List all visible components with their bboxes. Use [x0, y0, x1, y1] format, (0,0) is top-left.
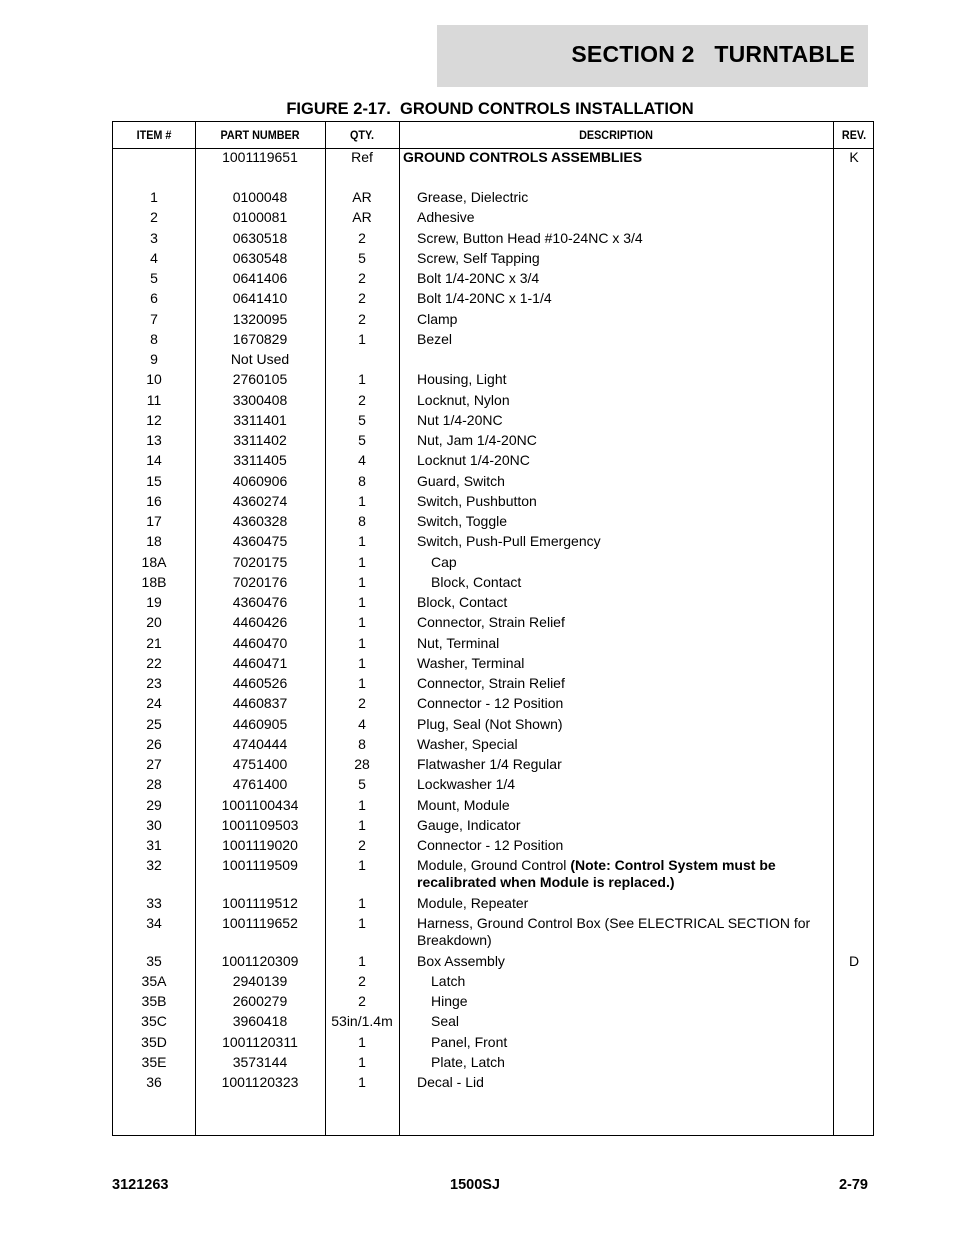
part-number-cell: 3311405 — [233, 452, 287, 469]
quantity-cell: 2 — [358, 290, 366, 307]
item-number-cell: 3 — [150, 229, 158, 246]
part-number-cell: 4740444 — [232, 735, 288, 752]
part-number-cell: 0641410 — [232, 290, 288, 307]
part-number-cell: 7020176 — [232, 573, 288, 590]
part-number-cell: 4360274 — [232, 492, 288, 509]
quantity-cell: 1 — [358, 371, 366, 388]
description-text: GROUND CONTROLS ASSEMBLIES — [403, 149, 643, 165]
quantity-cell: 8 — [358, 735, 366, 752]
description-text: Nut 1/4-20NC — [417, 411, 503, 428]
item-number-cell: 18A — [141, 553, 167, 570]
description-cell — [417, 493, 829, 510]
item-number-cell: 15 — [146, 472, 162, 489]
column-divider — [399, 122, 400, 1135]
part-number-cell: 4060906 — [232, 472, 288, 489]
item-number-cell: 28 — [146, 776, 162, 793]
column-header-item: ITEM # — [136, 128, 172, 142]
item-number-cell: 17 — [146, 513, 162, 529]
description-cell — [417, 290, 829, 307]
part-number-cell: 4360328 — [232, 513, 288, 529]
parts-table — [112, 121, 874, 1136]
part-number-cell: 1001109503 — [221, 816, 299, 833]
description-cell — [417, 895, 829, 912]
quantity-cell: 2 — [358, 837, 366, 853]
item-number-cell: 25 — [146, 715, 162, 732]
quantity-cell: 1 — [358, 614, 366, 631]
quantity-cell: 2 — [358, 270, 366, 286]
column-header-part-number: PART NUMBER — [220, 128, 300, 142]
part-number-cell: 1001120309 — [221, 952, 299, 969]
description-text: Bezel — [417, 330, 453, 347]
description-cell — [417, 452, 829, 469]
description-text: Flatwasher 1/4 Regular — [417, 756, 562, 772]
description-text: Nut, Jam 1/4-20NC — [417, 432, 537, 448]
description-cell — [417, 209, 829, 226]
quantity-cell: 1 — [358, 1074, 366, 1090]
quantity-cell: 5 — [358, 411, 366, 428]
description-text: Latch — [431, 972, 466, 989]
part-number-cell: 0100081 — [232, 209, 288, 226]
description-cell — [417, 797, 829, 814]
description-cell — [417, 250, 829, 267]
part-number-cell: 1001120323 — [221, 1074, 299, 1090]
description-cell — [417, 915, 829, 949]
description-text: Connector, Strain Relief — [417, 614, 565, 631]
description-cell — [431, 973, 829, 990]
part-number-cell: 1001120311 — [222, 1033, 298, 1050]
item-number-cell: 13 — [146, 432, 162, 448]
description-cell — [431, 993, 829, 1010]
description-text: Guard, Switch — [417, 472, 505, 489]
description-cell — [417, 695, 829, 712]
description-text: Nut, Terminal — [417, 634, 500, 651]
quantity-cell: 4 — [358, 715, 366, 732]
quantity-cell: 28 — [354, 756, 370, 772]
part-number-cell: 4360476 — [232, 594, 288, 610]
quantity-cell: AR — [352, 189, 372, 205]
quantity-cell: 53in/1.4m — [331, 1013, 393, 1030]
quantity-cell: 8 — [358, 472, 366, 489]
item-number-cell: 8 — [150, 330, 158, 347]
quantity-cell: 1 — [358, 857, 366, 874]
part-number-cell: 2600279 — [232, 993, 288, 1009]
item-number-cell: 34 — [146, 915, 162, 931]
description-text: Clamp — [417, 310, 458, 327]
part-number-cell: 4460426 — [232, 614, 288, 631]
item-number-cell: 2 — [150, 209, 158, 226]
quantity-cell: 1 — [358, 330, 366, 347]
quantity-cell: AR — [352, 209, 372, 226]
part-number-cell: 4360475 — [232, 533, 288, 550]
description-text: Bolt 1/4-20NC x 3/4 — [417, 270, 540, 286]
item-number-cell: 18B — [141, 573, 167, 590]
description-cell — [403, 149, 815, 166]
item-number-cell: 6 — [150, 290, 158, 307]
item-number-cell: 16 — [146, 492, 162, 509]
part-number-cell: 1001100434 — [221, 796, 299, 813]
description-text: Cap — [431, 553, 457, 570]
description-cell — [417, 412, 829, 429]
revision-cell: K — [849, 149, 859, 165]
description-cell — [417, 594, 829, 611]
item-number-cell: 18 — [146, 533, 162, 550]
description-text: Locknut 1/4-20NC — [417, 452, 530, 469]
description-cell — [417, 635, 829, 652]
part-number-cell: 3960418 — [232, 1013, 288, 1030]
part-number-cell: 4460471 — [232, 654, 288, 671]
part-number-cell: 4460526 — [232, 675, 288, 691]
description-text: Washer, Terminal — [417, 654, 525, 671]
item-number-cell: 35B — [141, 993, 167, 1009]
item-number-cell: 36 — [146, 1074, 162, 1090]
part-number-cell: 1670829 — [232, 330, 288, 347]
quantity-cell: 2 — [358, 695, 366, 712]
description-text: Decal - Lid — [417, 1074, 484, 1090]
item-number-cell: 1 — [150, 189, 158, 205]
item-number-cell: 23 — [146, 675, 162, 691]
quantity-cell: 1 — [358, 553, 366, 570]
quantity-cell: 1 — [358, 634, 366, 651]
description-cell — [417, 533, 829, 550]
description-text: Locknut, Nylon — [417, 391, 510, 408]
description-cell — [417, 392, 829, 409]
item-number-cell: 35 — [146, 952, 162, 969]
description-text: Connector - 12 Position — [417, 837, 564, 853]
item-number-cell: 31 — [146, 837, 162, 853]
part-number-cell: 3300408 — [232, 391, 288, 408]
description-note: (Note: Control System must be recalibrated when Module is replaced.) — [417, 857, 776, 891]
figure-title: FIGURE 2-17. GROUND CONTROLS INSTALLATION — [286, 100, 694, 118]
description-cell — [417, 311, 829, 328]
part-number-cell: 0100048 — [232, 189, 288, 205]
item-number-cell: 30 — [146, 816, 162, 833]
description-text: Panel, Front — [431, 1033, 508, 1050]
quantity-cell: 1 — [358, 492, 366, 509]
footer-page-number: 2-79 — [838, 1177, 868, 1193]
column-header-qty: QTY. — [349, 128, 374, 142]
quantity-cell: 1 — [358, 816, 366, 833]
description-cell — [417, 776, 829, 793]
item-number-cell: 10 — [146, 371, 162, 388]
item-number-cell: 33 — [146, 894, 162, 911]
description-cell — [417, 432, 829, 449]
description-cell — [417, 614, 829, 631]
description-text: Seal — [431, 1013, 460, 1030]
part-number-cell: 2940139 — [232, 972, 288, 989]
quantity-cell: 2 — [358, 993, 366, 1009]
quantity-cell: 1 — [358, 675, 366, 691]
description-cell — [417, 837, 829, 854]
quantity-cell: 1 — [358, 654, 366, 671]
part-number-cell: 1001119509 — [222, 857, 298, 874]
description-cell — [417, 857, 829, 891]
description-cell — [417, 473, 829, 490]
description-text: Washer, Special — [417, 735, 518, 752]
item-number-cell: 20 — [146, 614, 162, 631]
quantity-cell: 5 — [358, 776, 366, 793]
footer-model: 1500SJ — [450, 1177, 500, 1193]
part-number-cell: Not Used — [230, 351, 290, 367]
description-cell — [431, 554, 829, 571]
description-text: Block, Contact — [431, 573, 522, 590]
item-number-cell: 21 — [146, 634, 162, 651]
column-divider — [833, 122, 834, 1135]
item-number-cell: 35E — [141, 1053, 167, 1070]
part-number-cell: 1001119651 — [222, 149, 298, 165]
description-text: Box Assembly — [417, 952, 505, 969]
part-number-cell: 0630548 — [232, 249, 288, 266]
description-cell — [417, 736, 829, 753]
quantity-cell: 1 — [358, 894, 366, 911]
item-number-cell: 7 — [150, 310, 158, 327]
item-number-cell: 32 — [146, 857, 162, 874]
description-text: Switch, Toggle — [417, 513, 508, 529]
part-number-cell: 7020175 — [232, 553, 288, 570]
quantity-cell: 1 — [358, 915, 366, 931]
part-number-cell: 0630518 — [232, 229, 288, 246]
quantity-cell: 5 — [358, 249, 366, 266]
quantity-cell: 1 — [358, 594, 366, 610]
item-number-cell: 26 — [146, 735, 162, 752]
quantity-cell: Ref — [351, 149, 373, 165]
part-number-cell: 1001119512 — [222, 894, 298, 911]
item-number-cell: 35C — [141, 1013, 167, 1030]
quantity-cell: 1 — [358, 1053, 366, 1070]
item-number-cell: 27 — [146, 756, 162, 772]
quantity-cell: 1 — [358, 1033, 366, 1050]
description-cell — [417, 756, 829, 773]
quantity-cell: 5 — [358, 432, 366, 448]
item-number-cell: 5 — [150, 270, 158, 286]
quantity-cell: 4 — [358, 452, 366, 469]
description-text: Gauge, Indicator — [417, 816, 521, 833]
item-number-cell: 19 — [146, 594, 162, 610]
quantity-cell: 1 — [358, 952, 366, 969]
description-cell — [417, 331, 829, 348]
description-text: Harness, Ground Control Box (See ELECTRICAL SECTION for Breakdown) — [417, 915, 811, 948]
quantity-cell: 2 — [358, 229, 366, 246]
description-text: Connector - 12 Position — [417, 695, 564, 712]
part-number-cell: 1001119652 — [222, 915, 298, 931]
item-number-cell: 9 — [150, 351, 158, 367]
part-number-cell: 4761400 — [232, 776, 288, 793]
column-header-rev: REV. — [841, 128, 867, 142]
description-cell — [431, 1013, 829, 1030]
part-number-cell: 0641406 — [232, 270, 288, 286]
description-text: Plug, Seal (Not Shown) — [417, 715, 563, 732]
part-number-cell: 2760105 — [232, 371, 288, 388]
item-number-cell: 35D — [141, 1033, 167, 1050]
footer-doc-number: 3121263 — [112, 1177, 169, 1193]
description-text: Switch, Push-Pull Emergency — [417, 533, 601, 550]
part-number-cell: 1001119020 — [222, 837, 298, 853]
description-text: Screw, Button Head #10-24NC x 3/4 — [417, 229, 643, 246]
quantity-cell: 1 — [358, 796, 366, 813]
description-cell — [417, 230, 829, 247]
description-text: Bolt 1/4-20NC x 1-1/4 — [417, 290, 552, 307]
description-cell — [417, 716, 829, 733]
description-cell — [431, 574, 829, 591]
item-number-cell: 11 — [146, 391, 162, 408]
column-header-description: DESCRIPTION — [579, 128, 653, 142]
description-text: Connector, Strain Relief — [417, 675, 565, 691]
description-text: Plate, Latch — [431, 1053, 505, 1070]
part-number-cell: 4460470 — [232, 634, 288, 651]
part-number-cell: 4751400 — [232, 756, 288, 772]
quantity-cell: 2 — [358, 391, 366, 408]
description-text: Mount, Module — [417, 796, 510, 813]
quantity-cell: 1 — [358, 573, 366, 590]
description-text: Hinge — [431, 993, 468, 1009]
item-number-cell: 24 — [146, 695, 162, 712]
description-cell — [417, 371, 829, 388]
description-text: Module, Repeater — [417, 894, 529, 911]
description-cell — [417, 655, 829, 672]
quantity-cell: 8 — [358, 513, 366, 529]
description-cell — [417, 270, 829, 287]
part-number-cell: 4460837 — [232, 695, 288, 712]
item-number-cell: 29 — [146, 796, 162, 813]
description-cell — [417, 953, 829, 970]
description-cell — [417, 513, 829, 530]
description-text: Grease, Dielectric — [417, 189, 529, 205]
description-text: Screw, Self Tapping — [417, 249, 540, 266]
description-text: Housing, Light — [417, 371, 507, 388]
description-text: Switch, Pushbutton — [417, 492, 537, 509]
part-number-cell: 1320095 — [232, 310, 288, 327]
section-title: SECTION 2 TURNTABLE — [571, 41, 855, 67]
quantity-cell: 2 — [358, 972, 366, 989]
item-number-cell: 4 — [150, 249, 158, 266]
item-number-cell: 12 — [146, 411, 162, 428]
quantity-cell: 1 — [358, 533, 366, 550]
description-cell — [431, 1054, 829, 1071]
description-text: Adhesive — [417, 209, 475, 226]
description-cell — [431, 1034, 829, 1051]
part-number-cell: 3311401 — [233, 411, 287, 428]
part-number-cell: 3311402 — [233, 432, 287, 448]
description-text: Lockwasher 1/4 — [417, 776, 516, 793]
description-text: Module, Ground Control — [417, 857, 571, 874]
quantity-cell: 2 — [358, 310, 366, 327]
revision-cell: D — [848, 952, 860, 969]
description-cell — [417, 1074, 829, 1091]
description-cell — [417, 817, 829, 834]
part-number-cell: 3573144 — [232, 1053, 288, 1070]
description-cell — [417, 675, 829, 692]
part-number-cell: 4460905 — [232, 715, 288, 732]
description-text: Block, Contact — [417, 594, 508, 610]
item-number-cell: 14 — [146, 452, 162, 469]
description-cell — [417, 189, 829, 206]
item-number-cell: 35A — [141, 972, 167, 989]
item-number-cell: 22 — [146, 654, 162, 671]
